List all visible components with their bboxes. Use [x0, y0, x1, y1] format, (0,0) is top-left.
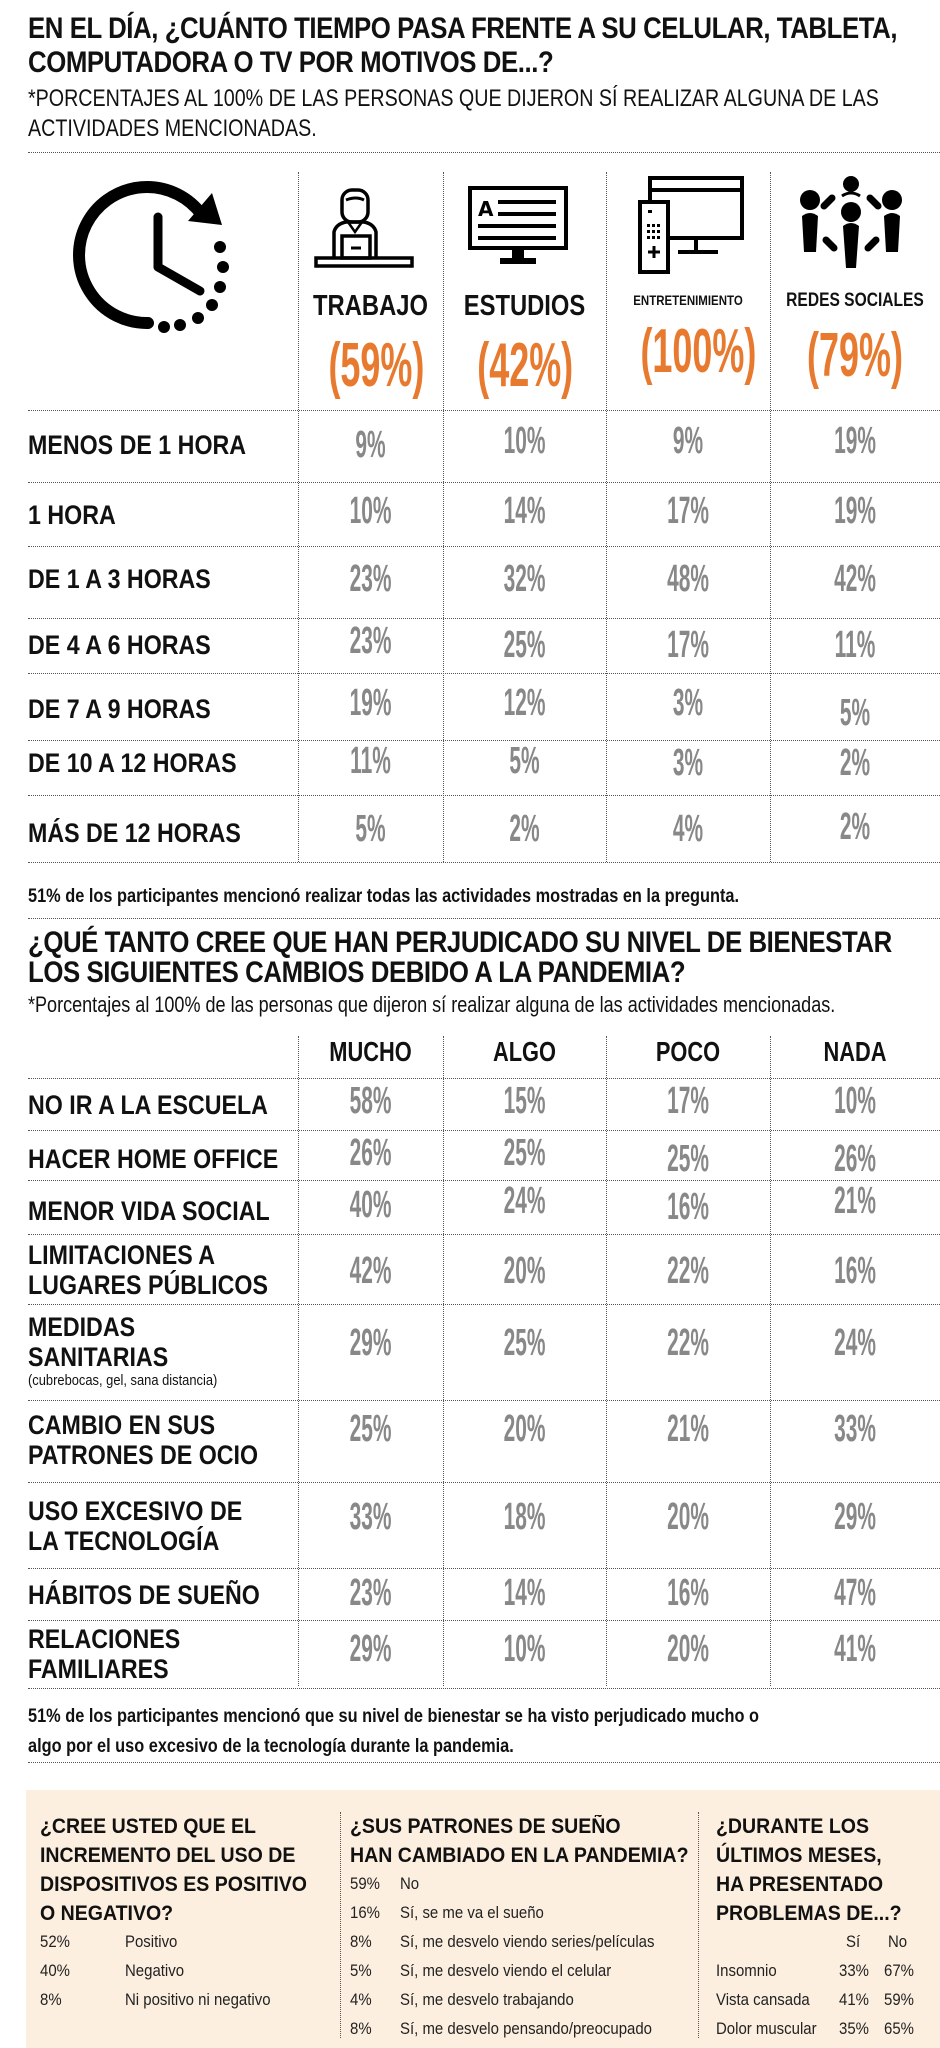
- column-divider: [606, 1036, 607, 1686]
- cell-value: 14%: [503, 490, 546, 532]
- cell-value: 48%: [667, 558, 709, 600]
- cell-value: 14%: [503, 1572, 546, 1614]
- cell-value: 4%: [672, 808, 704, 850]
- answer-label: Sí, me desvelo viendo series/películas: [400, 1932, 655, 1951]
- cell-value: 20%: [667, 1496, 709, 1538]
- cell-value: 10%: [349, 490, 392, 532]
- subtitle-line-2: ACTIVIDADES MENCIONADAS.: [28, 115, 317, 142]
- cell-value: 21%: [667, 1408, 709, 1450]
- cell-value: 17%: [667, 1080, 709, 1122]
- cell-value: 42%: [349, 1250, 392, 1292]
- answer-label: Sí, se me va el sueño: [400, 1903, 544, 1922]
- row-label: HÁBITOS DE SUEÑO: [28, 1580, 260, 1610]
- title-line-1: EN EL DÍA, ¿CUÁNTO TIEMPO PASA FRENTE A SU CELULAR, TABLETA,: [28, 12, 898, 45]
- answer-label: Sí, me desvelo viendo el celular: [400, 1961, 612, 1980]
- cell-value: 29%: [349, 1322, 392, 1364]
- svg-text:A: A: [478, 197, 494, 221]
- title-line: ¿DURANTE LOS: [716, 1815, 869, 1838]
- title-line-2: COMPUTADORA O TV POR MOTIVOS DE...?: [28, 46, 554, 79]
- row-divider: [28, 546, 940, 547]
- row-divider: [28, 618, 940, 619]
- row-label: DE 10 A 12 HORAS: [28, 748, 237, 778]
- cell-value: 41%: [834, 1628, 876, 1670]
- problem-no: 67%: [884, 1961, 914, 1980]
- answer-pct: 40%: [40, 1961, 70, 1980]
- divider: [28, 1762, 940, 1763]
- cell-value: 10%: [503, 1628, 546, 1670]
- row-label-line: MEDIDAS: [28, 1312, 136, 1342]
- row-label: [28, 1312, 217, 1390]
- cell-value: 22%: [667, 1250, 709, 1292]
- column-divider: [298, 172, 299, 862]
- cell-value: 23%: [349, 558, 392, 600]
- note-line: algo por el uso excesivo de la tecnología durante la pandemia.: [28, 1736, 514, 1757]
- row-label: [28, 1496, 242, 1556]
- row-divider: [28, 1620, 940, 1621]
- section1-title: [28, 12, 922, 80]
- cell-value: 18%: [503, 1496, 546, 1538]
- row-label: [28, 1624, 180, 1684]
- clock-rotate-icon: [70, 175, 240, 335]
- divider: [28, 918, 940, 919]
- problem-no: 65%: [884, 2019, 914, 2038]
- row-divider: [28, 1130, 940, 1131]
- column-header-estudios: ESTUDIOS: [463, 290, 586, 322]
- cell-value: 11%: [834, 624, 876, 666]
- row-label-line: LUGARES PÚBLICOS: [28, 1270, 268, 1300]
- panel-title: [350, 1812, 689, 1870]
- cell-value: 24%: [834, 1322, 876, 1364]
- row-label: MENOR VIDA SOCIAL: [28, 1196, 270, 1226]
- cell-value: 23%: [349, 1572, 392, 1614]
- cell-value: 47%: [834, 1572, 876, 1614]
- row-label: 1 HORA: [28, 500, 116, 530]
- person-at-laptop-icon: [308, 186, 418, 272]
- row-divider: [28, 1400, 940, 1401]
- cell-value: 9%: [672, 420, 704, 462]
- people-network-icon: [796, 172, 906, 270]
- row-label: MÁS DE 12 HORAS: [28, 818, 241, 848]
- cell-value: 16%: [667, 1186, 709, 1228]
- column-pct-trabajo: (59%): [328, 331, 425, 400]
- column-pct-redes-sociales: (79%): [807, 321, 903, 390]
- column-header-trabajo: TRABAJO: [313, 290, 428, 322]
- row-divider: [28, 862, 940, 863]
- answer-pct: 8%: [350, 2019, 372, 2038]
- row-divider: [28, 1688, 940, 1689]
- section2-note: [28, 1702, 940, 1762]
- row-divider: [28, 410, 940, 411]
- column-header-redes-sociales: REDES SOCIALES: [786, 290, 924, 311]
- cell-value: 25%: [503, 624, 546, 666]
- cell-value: 25%: [503, 1322, 546, 1364]
- cell-value: 26%: [834, 1138, 876, 1180]
- cell-value: 20%: [667, 1628, 709, 1670]
- answer-pct: 52%: [40, 1932, 70, 1951]
- answer-pct: 8%: [350, 1932, 372, 1951]
- row-divider: [28, 1304, 940, 1305]
- row-divider: [28, 795, 940, 796]
- title-line: INCREMENTO DEL USO DE: [40, 1844, 296, 1867]
- subtitle-line-1: *PORCENTAJES AL 100% DE LAS PERSONAS QUE DIJERON SÍ REALIZAR ALGUNA DE LAS: [28, 85, 879, 112]
- column-divider: [298, 1036, 299, 1686]
- row-label-line: SANITARIAS: [28, 1342, 169, 1372]
- title-line: ÚLTIMOS MESES,: [716, 1844, 882, 1867]
- row-label-line: CAMBIO EN SUS: [28, 1410, 216, 1440]
- row-divider: [28, 673, 940, 674]
- tv-remote-icon: [638, 174, 748, 274]
- answer-pct: 59%: [350, 1874, 380, 1893]
- cell-value: 24%: [503, 1180, 546, 1222]
- row-label: NO IR A LA ESCUELA: [28, 1090, 268, 1120]
- column-header-entretenimiento: ENTRETENIMIENTO: [633, 292, 743, 308]
- column-divider: [770, 172, 771, 862]
- row-label-line: PATRONES DE OCIO: [28, 1440, 259, 1470]
- cell-value: 5%: [839, 692, 871, 734]
- answer-label: Negativo: [125, 1961, 185, 1980]
- title-line: O NEGATIVO?: [40, 1902, 174, 1925]
- title-line: HAN CAMBIADO EN LA PANDEMIA?: [350, 1844, 689, 1867]
- cell-value: 3%: [672, 682, 704, 724]
- row-label: MENOS DE 1 HORA: [28, 430, 247, 460]
- row-label-line: FAMILIARES: [28, 1654, 169, 1684]
- cell-value: 10%: [834, 1080, 876, 1122]
- cell-value: 32%: [503, 558, 546, 600]
- row-label: DE 1 A 3 HORAS: [28, 564, 211, 594]
- answer-label: Sí, me desvelo trabajando: [400, 1990, 574, 2009]
- answer-label: No: [400, 1874, 420, 1893]
- cell-value: 21%: [834, 1180, 876, 1222]
- row-divider: [28, 482, 940, 483]
- answer-label: Ni positivo ni negativo: [125, 1990, 271, 2009]
- row-divider: [28, 1482, 940, 1483]
- cell-value: 3%: [672, 742, 704, 784]
- cell-value: 19%: [834, 420, 876, 462]
- cell-value: 25%: [667, 1138, 709, 1180]
- answer-label: Sí, me desvelo pensando/preocupado: [400, 2019, 653, 2038]
- cell-value: 58%: [349, 1080, 392, 1122]
- problem-label: Dolor muscular: [716, 2019, 817, 2038]
- title-line: DISPOSITIVOS ES POSITIVO: [40, 1873, 307, 1896]
- column-divider: [443, 1036, 444, 1686]
- row-divider: [28, 1568, 940, 1569]
- note-line: 51% de los participantes mencionó que su nivel de bienestar se ha visto perjudicado mucho o: [28, 1706, 759, 1727]
- panel-title: [40, 1812, 307, 1928]
- column-header-no: No: [888, 1932, 908, 1951]
- column-divider: [606, 172, 607, 862]
- cell-value: 33%: [834, 1408, 876, 1450]
- row-label-note: (cubrebocas, gel, sana distancia): [28, 1372, 218, 1389]
- problem-si: 35%: [839, 2019, 869, 2038]
- row-divider: [28, 1234, 940, 1235]
- row-label: DE 4 A 6 HORAS: [28, 630, 211, 660]
- cell-value: 40%: [349, 1184, 392, 1226]
- answer-pct: 5%: [350, 1961, 372, 1980]
- cell-value: 25%: [503, 1132, 546, 1174]
- row-label-line: LA TECNOLOGÍA: [28, 1526, 220, 1556]
- section1-note: 51% de los participantes mencionó realizar todas las actividades mostradas en la pregunta.: [28, 886, 740, 907]
- cell-value: 16%: [834, 1250, 876, 1292]
- column-header-nada: NADA: [823, 1036, 887, 1067]
- cell-value: 19%: [349, 682, 392, 724]
- section1-subtitle: [28, 84, 940, 144]
- column-header-mucho: MUCHO: [329, 1036, 412, 1067]
- answer-label: Positivo: [125, 1932, 178, 1951]
- problem-no: 59%: [884, 1990, 914, 2009]
- cell-value: 17%: [667, 490, 709, 532]
- cell-value: 29%: [349, 1628, 392, 1670]
- column-divider: [770, 1036, 771, 1686]
- problem-label: Vista cansada: [716, 1990, 810, 2009]
- row-label-line: RELACIONES: [28, 1624, 181, 1654]
- cell-value: 5%: [355, 808, 386, 850]
- cell-value: 9%: [355, 424, 386, 466]
- title-line: ¿SUS PATRONES DE SUEÑO: [350, 1815, 621, 1838]
- row-label: DE 7 A 9 HORAS: [28, 694, 211, 724]
- column-pct-entretenimiento: (100%): [640, 317, 757, 386]
- section2-title: [28, 928, 940, 988]
- cell-value: 11%: [350, 740, 391, 782]
- cell-value: 2%: [839, 742, 871, 784]
- answer-pct: 4%: [350, 1990, 372, 2009]
- title-line-1: ¿QUÉ TANTO CREE QUE HAN PERJUDICADO SU NIVEL DE BIENESTAR: [28, 926, 892, 959]
- column-divider: [340, 1812, 341, 2038]
- row-label-line: LIMITACIONES A: [28, 1240, 216, 1270]
- problem-si: 41%: [839, 1990, 869, 2009]
- column-divider: [698, 1812, 699, 2038]
- cell-value: 5%: [509, 740, 540, 782]
- title-line: HA PRESENTADO: [716, 1873, 884, 1896]
- problem-si: 33%: [839, 1961, 869, 1980]
- row-label: HACER HOME OFFICE: [28, 1144, 279, 1174]
- column-header-algo: ALGO: [492, 1036, 557, 1067]
- cell-value: 15%: [503, 1080, 546, 1122]
- answer-pct: 8%: [40, 1990, 62, 2009]
- cell-value: 26%: [349, 1132, 392, 1174]
- panel-title: [716, 1812, 902, 1928]
- cell-value: 19%: [834, 490, 876, 532]
- row-label-line: USO EXCESIVO DE: [28, 1496, 243, 1526]
- cell-value: 29%: [834, 1496, 876, 1538]
- column-pct-estudios: (42%): [477, 331, 574, 400]
- cell-value: 20%: [503, 1408, 546, 1450]
- column-header-poco: POCO: [655, 1036, 721, 1067]
- cell-value: 20%: [503, 1250, 546, 1292]
- cell-value: 2%: [509, 808, 540, 850]
- cell-value: 25%: [349, 1408, 392, 1450]
- row-label: [28, 1410, 258, 1470]
- row-divider: [28, 1078, 940, 1079]
- monitor-text-icon: [462, 184, 574, 268]
- title-line: PROBLEMAS DE...?: [716, 1902, 902, 1925]
- column-header-si: Sí: [846, 1932, 861, 1951]
- cell-value: 12%: [503, 682, 546, 724]
- column-divider: [443, 172, 444, 862]
- cell-value: 22%: [667, 1322, 709, 1364]
- cell-value: 10%: [503, 420, 546, 462]
- row-label: [28, 1240, 268, 1300]
- divider: [28, 152, 940, 153]
- cell-value: 2%: [839, 806, 871, 848]
- cell-value: 17%: [667, 624, 709, 666]
- answer-pct: 16%: [350, 1903, 380, 1922]
- cell-value: 16%: [667, 1572, 709, 1614]
- problem-label: Insomnio: [716, 1961, 777, 1980]
- cell-value: 23%: [349, 620, 392, 662]
- title-line-2: LOS SIGUIENTES CAMBIOS DEBIDO A LA PANDEMIA?: [28, 956, 686, 989]
- cell-value: 33%: [349, 1496, 392, 1538]
- title-line: ¿CREE USTED QUE EL: [40, 1815, 256, 1838]
- cell-value: 42%: [834, 558, 876, 600]
- section2-subtitle: *Porcentajes al 100% de las personas que dijeron sí realizar alguna de las actividades mencionadas.: [28, 992, 836, 1017]
